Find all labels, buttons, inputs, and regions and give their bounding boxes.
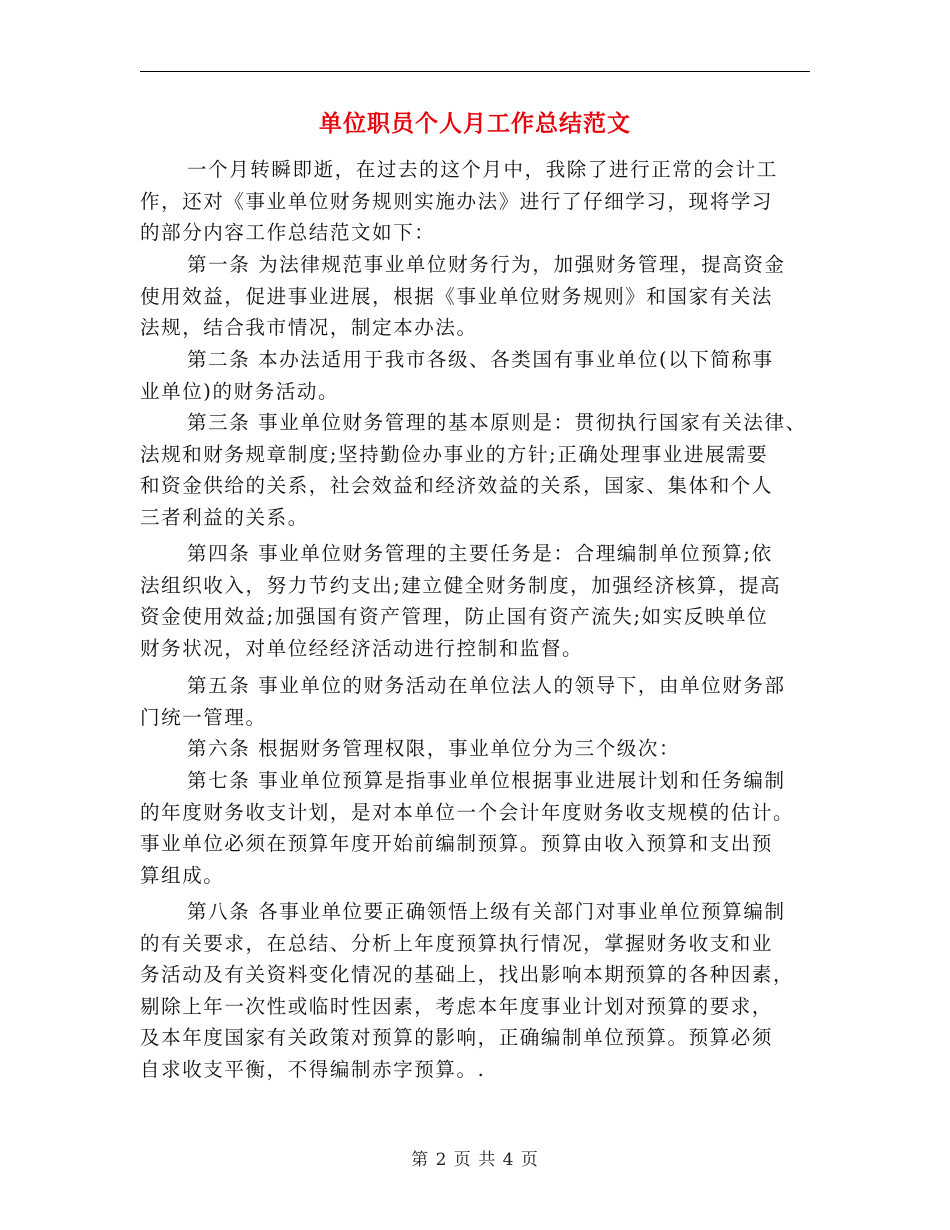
paragraph-line: 自求收支平衡，不得编制赤字预算。. <box>140 1057 486 1081</box>
body-paragraph <box>140 733 820 765</box>
body-paragraph <box>140 538 820 664</box>
paragraph-line: 一个月转瞬即逝，在过去的这个月中，我除了进行正常的会计工 <box>187 158 778 181</box>
paragraph-line: 的有关要求，在总结、分析上年度预算执行情况，掌握财务收支和业 <box>140 931 774 955</box>
paragraph-line: 务活动及有关资料变化情况的基础上，找出影响本期预算的各种因素， <box>140 963 795 986</box>
paragraph-line: 门统一管理。 <box>140 705 267 729</box>
paragraph-line: 第三条 事业单位财务管理的基本原则是：贯彻执行国家有关法律、 <box>187 411 807 434</box>
body-paragraph <box>140 407 820 533</box>
paragraph-line: 法组织收入，努力节约支出;建立健全财务制度，加强经济核算，提高 <box>140 573 782 597</box>
paragraph-line: 的部分内容工作总结范文如下： <box>140 221 436 244</box>
paragraph-line: 第八条 各事业单位要正确领悟上级有关部门对事业单位预算编制 <box>187 900 786 923</box>
paragraph-line: 业单位)的财务活动。 <box>140 379 340 403</box>
paragraph-line: 作，还对《事业单位财务规则实施办法》进行了仔细学习，现将学习 <box>140 189 774 213</box>
paragraph-line: 第一条 为法律规范事业单位财务行为，加强财务管理，提高资金 <box>187 253 786 276</box>
paragraph-line: 资金使用效益;加强国有资产管理，防止国有资产流失;如实反映单位 <box>140 605 769 628</box>
paragraph-line: 第二条 本办法适用于我市各级、各类国有事业单位(以下简称事 <box>187 348 774 371</box>
paragraph-line: 的年度财务收支计划，是对本单位一个会计年度财务收支规模的估计。 <box>140 800 795 824</box>
body-paragraph <box>140 344 820 407</box>
body-paragraph <box>140 154 820 249</box>
paragraph-line: 第五条 事业单位的财务活动在单位法人的领导下，由单位财务部 <box>187 674 786 697</box>
paragraph-line: 第七条 事业单位预算是指事业单位根据事业进展计划和任务编制 <box>187 769 786 792</box>
paragraph-line: 财务状况，对单位经经济活动进行控制和监督。 <box>140 636 584 660</box>
paragraph-line: 事业单位必须在预算年度开始前编制预算。预算由收入预算和支出预 <box>140 832 774 855</box>
body-paragraph <box>140 249 820 344</box>
page-number-footer: 第 2 页 共 4 页 <box>411 1150 539 1170</box>
paragraph-line: 法规和财务规章制度;坚持勤俭办事业的方针;正确处理事业进展需要 <box>140 442 769 466</box>
body-paragraph <box>140 765 820 891</box>
paragraph-line: 剔除上年一次性或临时性因素，考虑本年度事业计划对预算的要求， <box>140 994 774 1018</box>
paragraph-line: 和资金供给的关系，社会效益和经济效益的关系，国家、集体和个人 <box>140 474 774 497</box>
paragraph-line: 第四条 事业单位财务管理的主要任务是：合理编制单位预算;依 <box>187 542 773 565</box>
paragraph-line: 算组成。 <box>140 863 225 887</box>
body-paragraph <box>140 670 820 733</box>
document-title: 单位职员个人月工作总结范文 <box>319 111 631 137</box>
paragraph-line: 及本年度国家有关政策对预算的影响，正确编制单位预算。预算必须 <box>140 1026 774 1049</box>
body-paragraph <box>140 896 820 1085</box>
paragraph-line: 使用效益，促进事业进展，根据《事业单位财务规则》和国家有关法 <box>140 284 774 308</box>
header-rule <box>140 71 810 72</box>
paragraph-line: 三者利益的关系。 <box>140 505 309 529</box>
paragraph-line: 第六条 根据财务管理权限，事业单位分为三个级次： <box>187 737 681 760</box>
paragraph-line: 法规，结合我市情况，制定本办法。 <box>140 316 478 339</box>
